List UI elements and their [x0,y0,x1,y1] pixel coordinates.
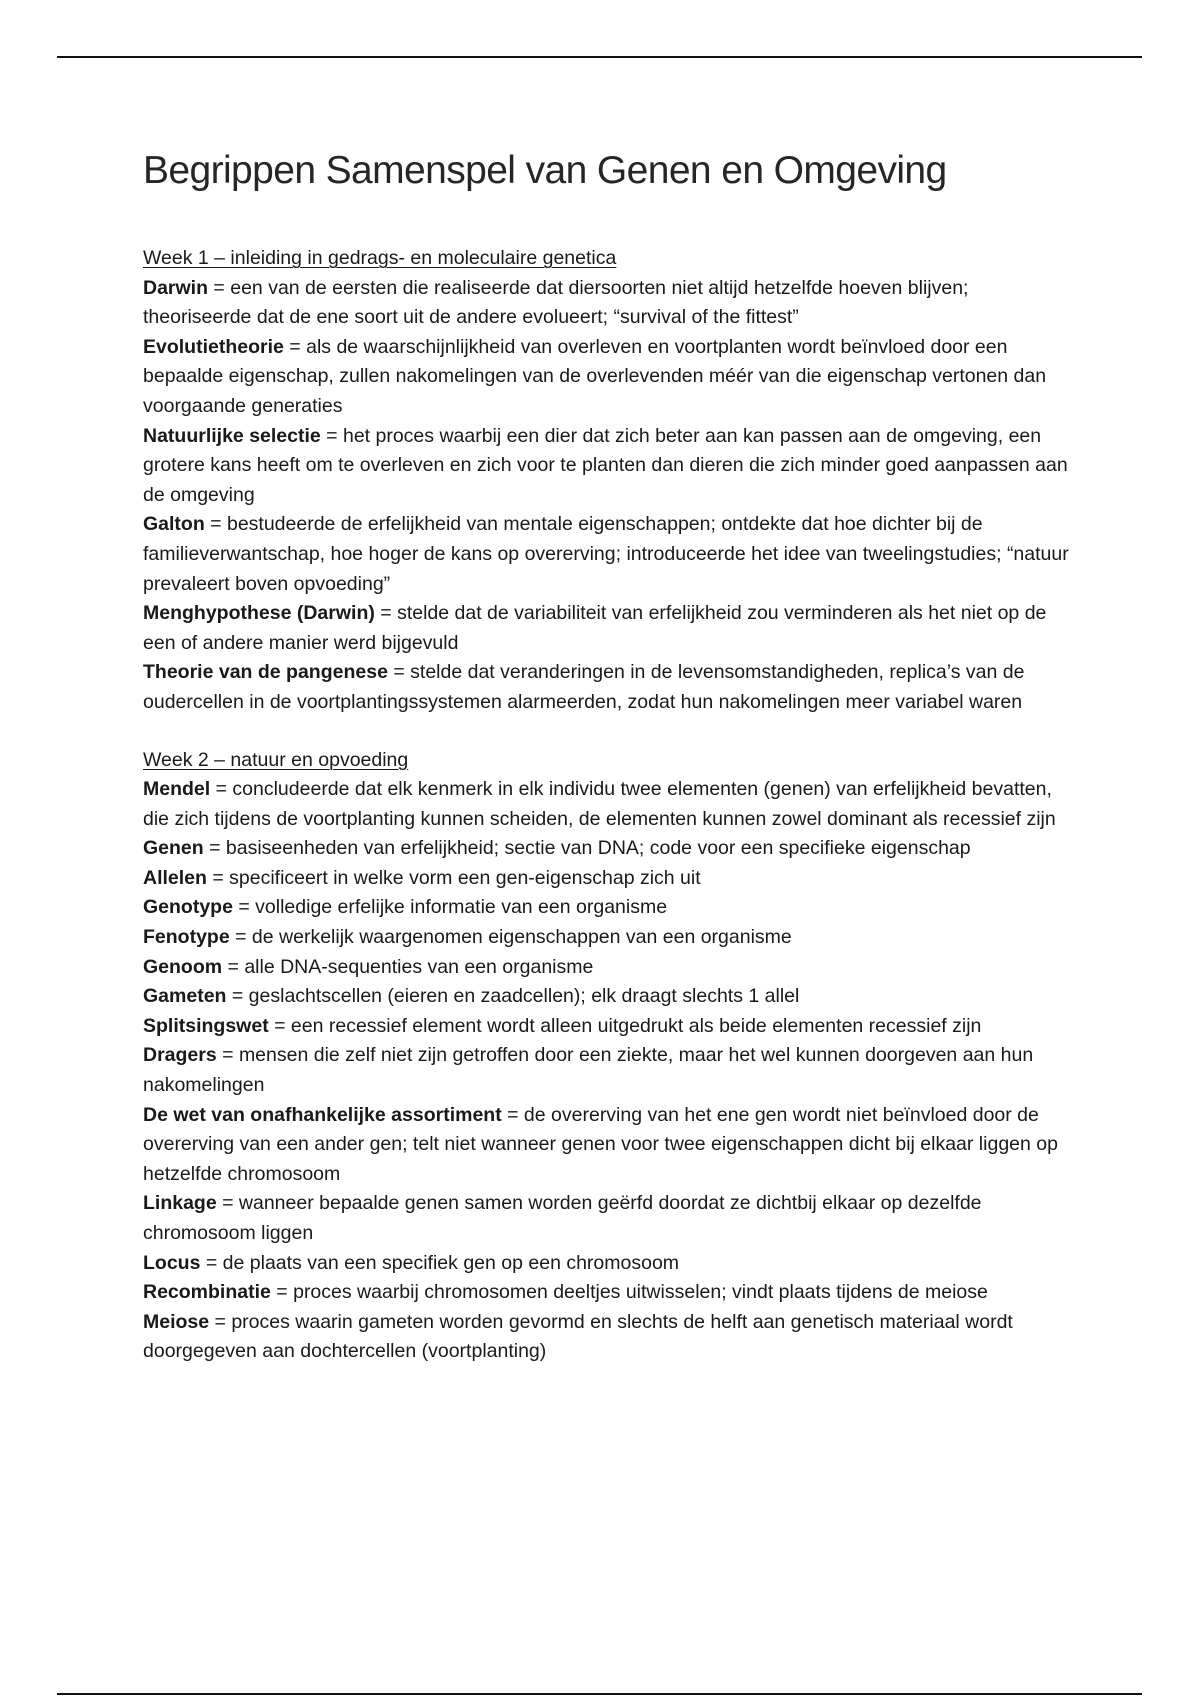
term: Menghypothese (Darwin) [143,602,375,625]
definition: = wanneer bepaalde genen samen worden geërfd doordat ze dichtbij elkaar op dezelfde chromosoom liggen [143,1192,982,1244]
term: Allelen [143,866,207,889]
term: Genotype [143,896,233,919]
definition: = een van de eersten die realiseerde dat diersoorten niet altijd hetzelfde hoeven blijven; theoriseerde dat de ene soort uit de andere evolueert; “survival of the fittest” [143,276,969,329]
definition-entry [143,1278,1073,1308]
definition: = proces waarbij chromosomen deeltjes uitwisselen; vindt plaats tijdens de meiose [270,1281,988,1304]
definition: = het proces waarbij een dier dat zich beter aan kan passen aan de omgeving, een grotere kans heeft om te overleven en zich voor te planten dan dieren die zich minder goed aanpassen aan de omgeving [143,424,1068,506]
section-week-2 [143,746,1073,1367]
definition: = de werkelijk waargenomen eigenschappen van een organisme [229,926,792,949]
term: Meiose [143,1310,210,1333]
definition-entry [143,1308,1073,1367]
definition: = bestudeerde de erfelijkheid van mentale eigenschappen; ontdekte dat hoe dichter bij de familieverwantschap, hoe hoger de kans op overerving; introduceerde het idee van tweelingstudies; “natuur prevaleert boven opvoeding” [143,513,1069,595]
definition-entry [143,923,1073,953]
definition-entry [143,1189,1073,1248]
term: Genoom [143,955,223,978]
definition: = concludeerde dat elk kenmerk in elk individu twee elementen (genen) van erfelijkheid bevatten, die zich tijdens de voortplanting kunnen scheiden, de elementen kunnen zowel dominant als recessief zijn [143,778,1056,830]
definition: = een recessief element wordt alleen uitgedrukt als beide elementen recessief zijn [268,1014,982,1037]
definition: = alle DNA-sequenties van een organisme [222,955,594,978]
definition: = proces waarin gameten worden gevormd en slechts de helft aan genetisch materiaal wordt doorgegeven aan dochtercellen (voortplanting) [143,1310,1013,1363]
header-rule [57,56,1142,58]
definition: = de overerving van het ene gen wordt niet beïnvloed door de overerving van een ander gen; telt niet wanneer genen voor twee eigenschappen dicht bij elkaar liggen op hetzelfde chromosoom [143,1103,1058,1185]
term: Recombinatie [143,1281,271,1304]
term: Linkage [143,1192,217,1215]
definition-entry [143,1101,1073,1190]
section-heading: Week 2 – natuur en opvoeding [143,748,409,771]
term: Natuurlijke selectie [143,424,321,447]
document-body [143,146,1073,1367]
page-title: Begrippen Samenspel van Genen en Omgeving [143,149,947,192]
definition: = stelde dat de variabiliteit van erfelijkheid zou verminderen als het niet op de een of andere manier werd bijgevuld [143,602,1047,654]
term: Fenotype [143,926,230,949]
term: Splitsingswet [143,1014,269,1037]
definition-entry [143,893,1073,923]
term: Locus [143,1251,201,1274]
definition-entry [143,274,1073,333]
term: Theorie van de pangenese [143,661,388,684]
term: Evolutietheorie [143,335,284,358]
definition-entry [143,982,1073,1012]
definition: = mensen die zelf niet zijn getroffen door een ziekte, maar het wel kunnen doorgeven aan hun nakomelingen [143,1044,1034,1097]
term: De wet van onafhankelijke assortiment [143,1103,502,1126]
term: Mendel [143,778,211,801]
definition: = basiseenheden van erfelijkheid; sectie van DNA; code voor een specifieke eigenschap [203,837,971,860]
term: Genen [143,837,204,860]
definition-entry [143,953,1073,983]
definition: = stelde dat veranderingen in de levensomstandigheden, replica’s van de oudercellen in de voortplantingssystemen alarmeerden, zodat hun nakomelingen meer variabel waren [143,661,1025,713]
definition-entry [143,834,1073,864]
section-week-1 [143,244,1073,718]
definition-entry [143,1012,1073,1042]
footer-rule [57,1693,1142,1695]
definition-entry [143,599,1073,658]
definition-entry [143,333,1073,422]
definition: = specificeert in welke vorm een gen-eigenschap zich uit [206,866,701,889]
definition-entry [143,1249,1073,1279]
definition-entry [143,775,1073,834]
definition-entry [143,1041,1073,1100]
term: Galton [143,513,205,536]
term: Gameten [143,985,227,1008]
definition: = geslachtscellen (eieren en zaadcellen); elk draagt slechts 1 allel [226,985,800,1008]
definition-entry [143,422,1073,511]
definition: = de plaats van een specifiek gen op een chromosoom [200,1251,680,1274]
definition: = volledige erfelijke informatie van een organisme [232,896,668,919]
term: Darwin [143,276,209,299]
definition-entry [143,658,1073,717]
term: Dragers [143,1044,217,1067]
definition-entry [143,864,1073,894]
definition-entry [143,510,1073,599]
definition: = als de waarschijnlijkheid van overleven en voortplanten wordt beïnvloed door een bepaalde eigenschap, zullen nakomelingen van de overlevenden méér van die eigenschap vertonen dan voorgaande generaties [143,335,1047,417]
section-heading: Week 1 – inleiding in gedrags- en moleculaire genetica [143,247,617,269]
